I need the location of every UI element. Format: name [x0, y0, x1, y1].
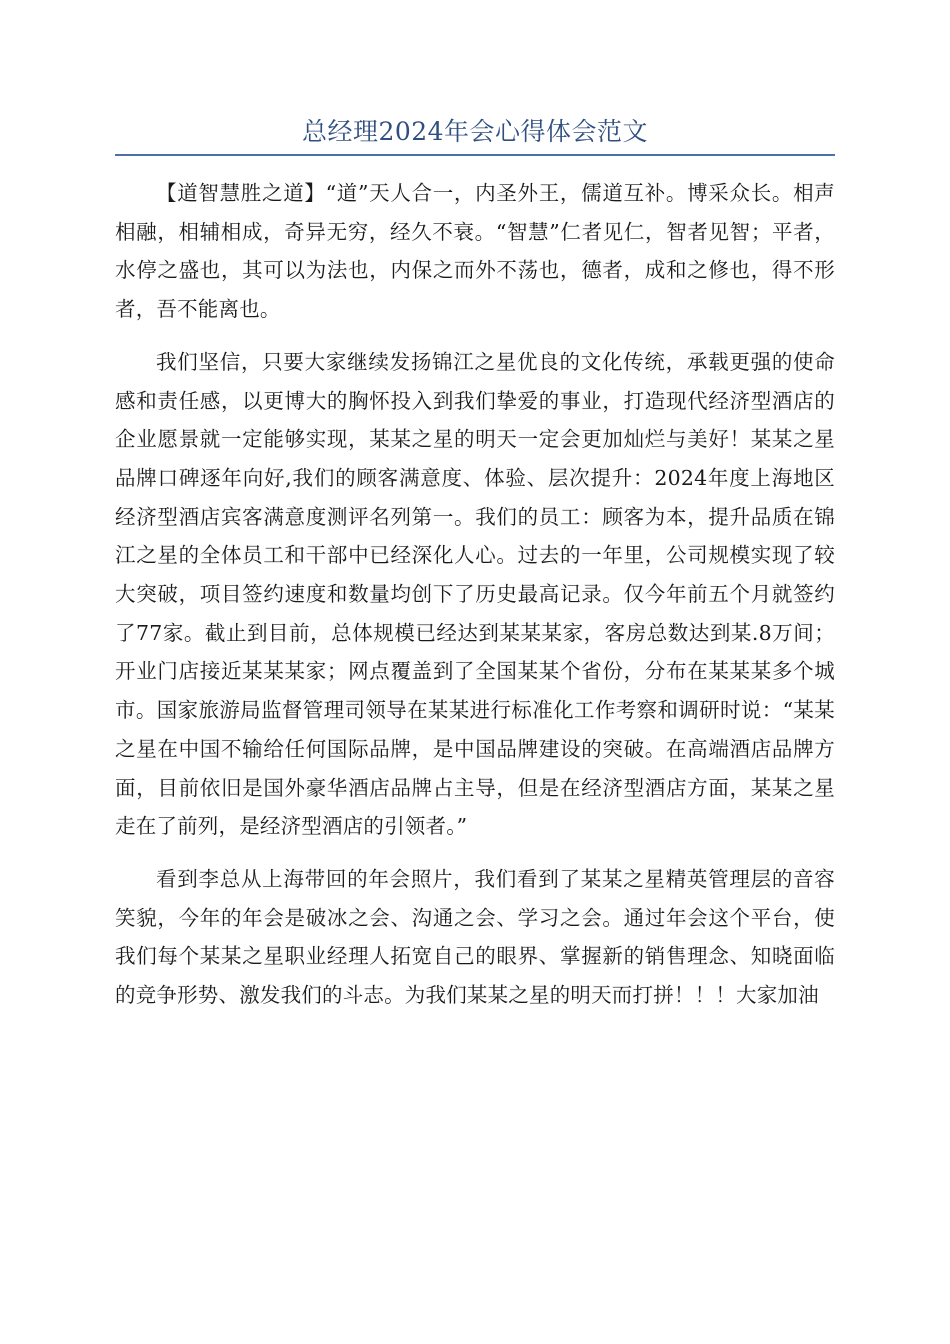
- document-title: 总经理2024年会心得体会范文: [301, 117, 649, 146]
- title-underline: [115, 154, 835, 156]
- document-body: [115, 174, 835, 1029]
- paragraph-1: 【道智慧胜之道】“道”天人合一，内圣外王，儒道互补。博采众长。相声相融，相辅相成，奇异无穷，经久不衰。“智慧”仁者见仁，智者见智；平者，水停之盛也，其可以为法也，内保之而外不荡也，德者，成和之修也，得不形者，吾不能离也。: [115, 181, 835, 322]
- paragraph-3: 看到李总从上海带回的年会照片，我们看到了某某之星精英管理层的音容笑貌，今年的年会是破冰之会、沟通之会、学习之会。通过年会这个平台，使我们每个某某之星职业经理人拓宽自己的眼界、掌握新的销售理念、知晓面临的竞争形势、激发我们的斗志。为我们某某之星的明天而打拼！！！大家加油: [115, 866, 835, 1008]
- paragraph-2: 我们坚信，只要大家继续发扬锦江之星优良的文化传统，承载更强的使命感和责任感，以更博大的胸怀投入到我们挚爱的事业，打造现代经济型酒店的企业愿景就一定能够实现，某某之星的明天一定会更加灿烂与美好！某某之星品牌口碑逐年向好,我们的顾客满意度、体验、层次提升：2024年度上海地区经济型酒店宾客满意度测评名列第一。我们的员工：顾客为本，提升品质在锦江之星的全体员工和干部中已经深化人心。过去的一年里，公司规模实现了较大突破，项目签约速度和数量均创下了历史最高记录。仅今年前五个月就签约了77家。截止到目前，总体规模已经达到某某某家，客房总数达到某.8万间；开业门店接近某某某家；网点覆盖到了全国某某个省份，分布在某某某多个城市。国家旅游局监督管理司领导在某某进行标准化工作考察和调研时说：“某某之星在中国不输给任何国际品牌，是中国品牌建设的突破。在高端酒店品牌方面，目前依旧是国外豪华酒店品牌占主导，但是在经济型酒店方面，某某之星走在了前列，是经济型酒店的引领者。”: [115, 349, 835, 839]
